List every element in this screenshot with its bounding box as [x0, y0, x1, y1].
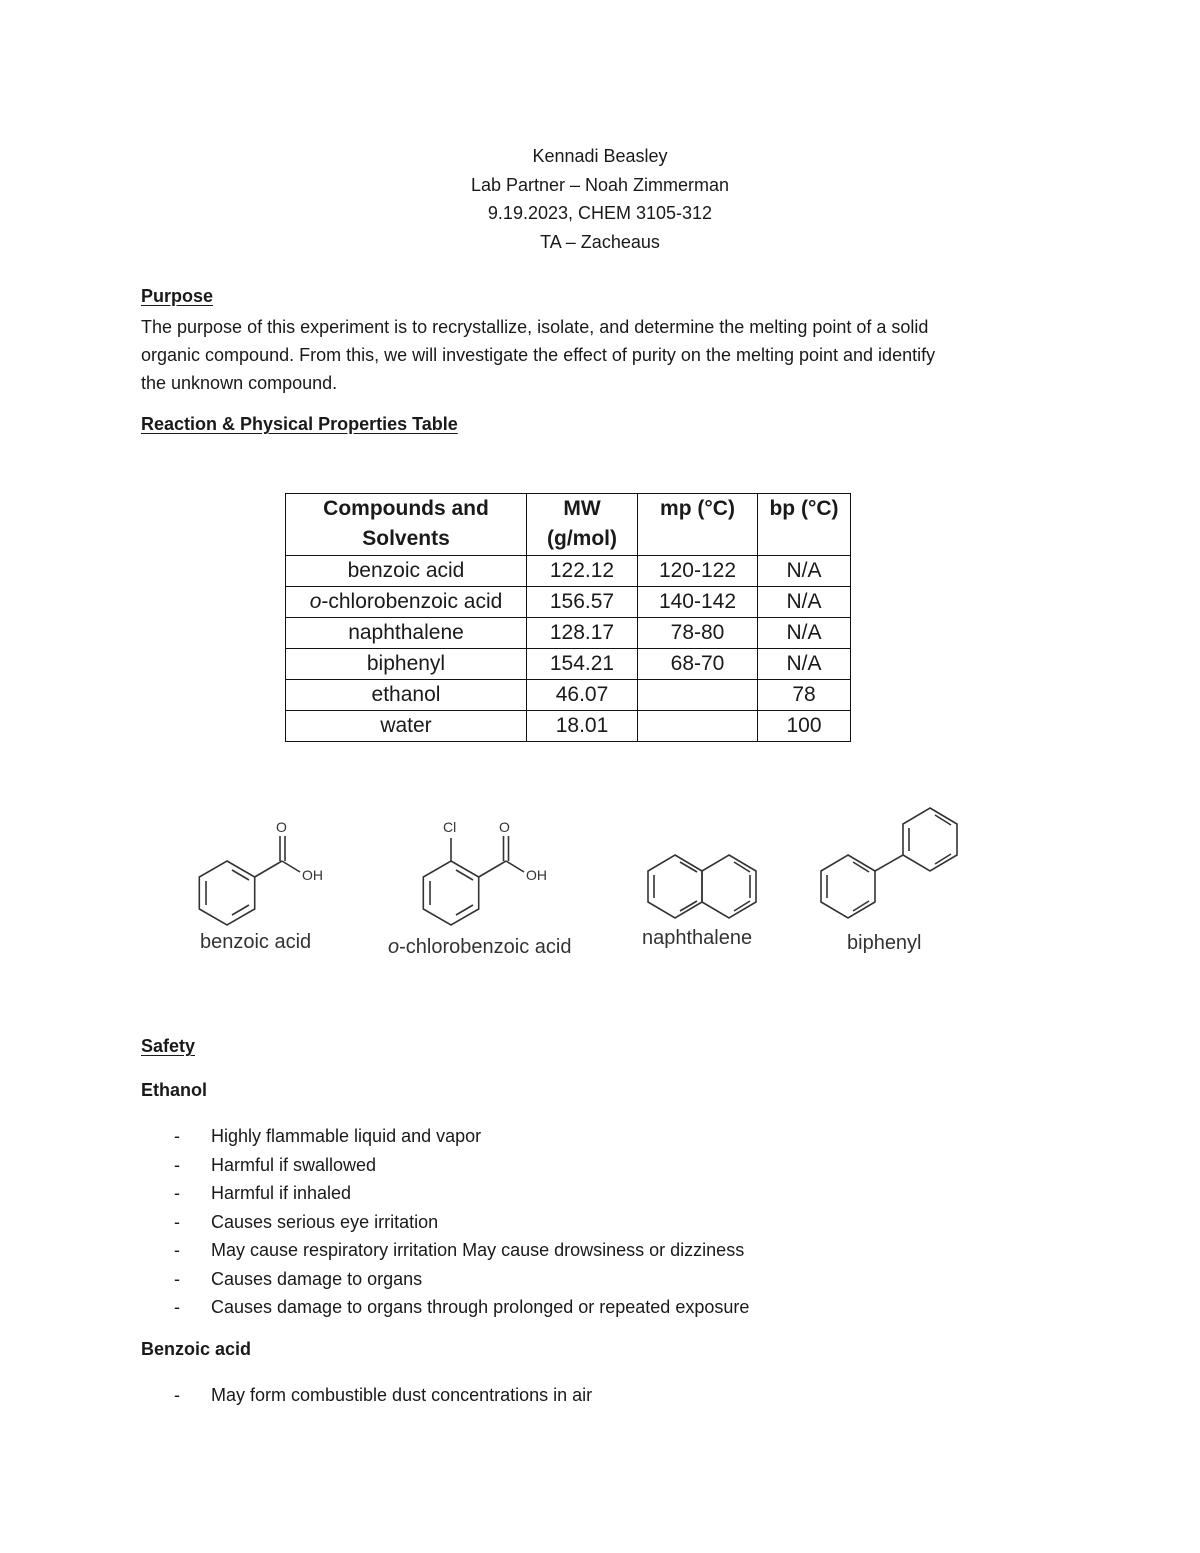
list-item: - Causes serious eye irritation [174, 1211, 439, 1232]
date-course: 9.19.2023, CHEM 3105-312 [487, 203, 713, 223]
table-row [286, 618, 851, 649]
mp-cell: 68-70 [638, 649, 758, 680]
chlorobenzoic-acid-structure [423, 836, 524, 925]
table-row [286, 711, 851, 742]
mw-cell: 154.21 [527, 649, 638, 680]
list-item: - Harmful if swallowed [174, 1154, 377, 1175]
safety-heading: Safety [141, 1036, 196, 1056]
benzoic-acid-caption: benzoic acid [200, 931, 312, 953]
benzoic-acid-structure [199, 836, 300, 925]
list-item: - Highly flammable liquid and vapor [174, 1126, 482, 1146]
header-mp: mp (°C) [638, 494, 758, 556]
lab-partner: Lab Partner – Noah Zimmerman [470, 174, 730, 195]
properties-table-heading: Reaction & Physical Properties Table [141, 414, 458, 434]
bp-cell: N/A [758, 556, 851, 587]
purpose-line: The purpose of this experiment is to recrystallize, isolate, and determine the melting point of a solid [141, 317, 929, 337]
chlorine-label: Cl [443, 819, 457, 835]
mp-cell: 78-80 [638, 618, 758, 649]
header-bp: bp (°C) [758, 494, 851, 556]
benzoic-acid-heading: Benzoic acid [141, 1339, 252, 1359]
mw-cell: 46.07 [527, 680, 638, 711]
list-item: - Causes damage to organs [174, 1268, 423, 1289]
compound-cell: biphenyl [286, 649, 527, 680]
list-item: - May cause respiratory irritation May cause drowsiness or dizziness [174, 1240, 745, 1260]
oxygen-label: O [276, 819, 287, 835]
mp-cell: 120-122 [638, 556, 758, 587]
chemical-structures-figure [180, 805, 1000, 970]
bp-cell: N/A [758, 618, 851, 649]
table-header-row [286, 494, 851, 556]
table-row [286, 649, 851, 680]
bp-cell: N/A [758, 649, 851, 680]
mw-cell: 122.12 [527, 556, 638, 587]
list-item: - Causes damage to organs through prolonged or repeated exposure [174, 1297, 750, 1317]
purpose-heading: Purpose [141, 286, 214, 306]
purpose-line: organic compound. From this, we will investigate the effect of purity on the melting point and identify [141, 345, 936, 366]
compound-cell: ethanol [286, 680, 527, 711]
naphthalene-structure [648, 855, 756, 918]
compound-cell: o-chlorobenzoic acid [286, 587, 527, 618]
bp-cell: N/A [758, 587, 851, 618]
mp-cell: 140-142 [638, 587, 758, 618]
compound-cell: naphthalene [286, 618, 527, 649]
header-mw: MW (g/mol) [527, 494, 638, 556]
bp-cell: 78 [758, 680, 851, 711]
bp-cell: 100 [758, 711, 851, 742]
table-row [286, 680, 851, 711]
mp-cell [638, 711, 758, 742]
list-item: - May form combustible dust concentrations in air [174, 1385, 593, 1405]
hydroxyl-label: OH [526, 867, 547, 883]
ethanol-heading: Ethanol [141, 1080, 207, 1100]
header-compounds: Compounds and Solvents [286, 494, 527, 556]
properties-table [285, 493, 851, 742]
mw-cell: 128.17 [527, 618, 638, 649]
purpose-line: the unknown compound. [141, 373, 338, 394]
benzoic-acid-hazard-list [141, 1381, 592, 1410]
mw-cell: 156.57 [527, 587, 638, 618]
mw-cell: 18.01 [527, 711, 638, 742]
naphthalene-caption: naphthalene [642, 927, 753, 949]
biphenyl-caption: biphenyl [847, 932, 922, 954]
hydroxyl-label: OH [302, 867, 323, 883]
compound-cell: benzoic acid [286, 556, 527, 587]
author-name: Kennadi Beasley [532, 146, 668, 166]
ethanol-hazard-list [141, 1122, 749, 1322]
table-row [286, 556, 851, 587]
chlorobenzoic-acid-caption: o-chlorobenzoic acid [388, 936, 572, 958]
mp-cell [638, 680, 758, 711]
header-block [0, 142, 1200, 256]
oxygen-label: O [499, 819, 510, 835]
table-row [286, 587, 851, 618]
biphenyl-structure [821, 808, 957, 918]
teaching-assistant: TA – Zacheaus [540, 231, 660, 252]
list-item: - Harmful if inhaled [174, 1183, 352, 1203]
purpose-paragraph [141, 313, 1046, 398]
compound-cell: water [286, 711, 527, 742]
